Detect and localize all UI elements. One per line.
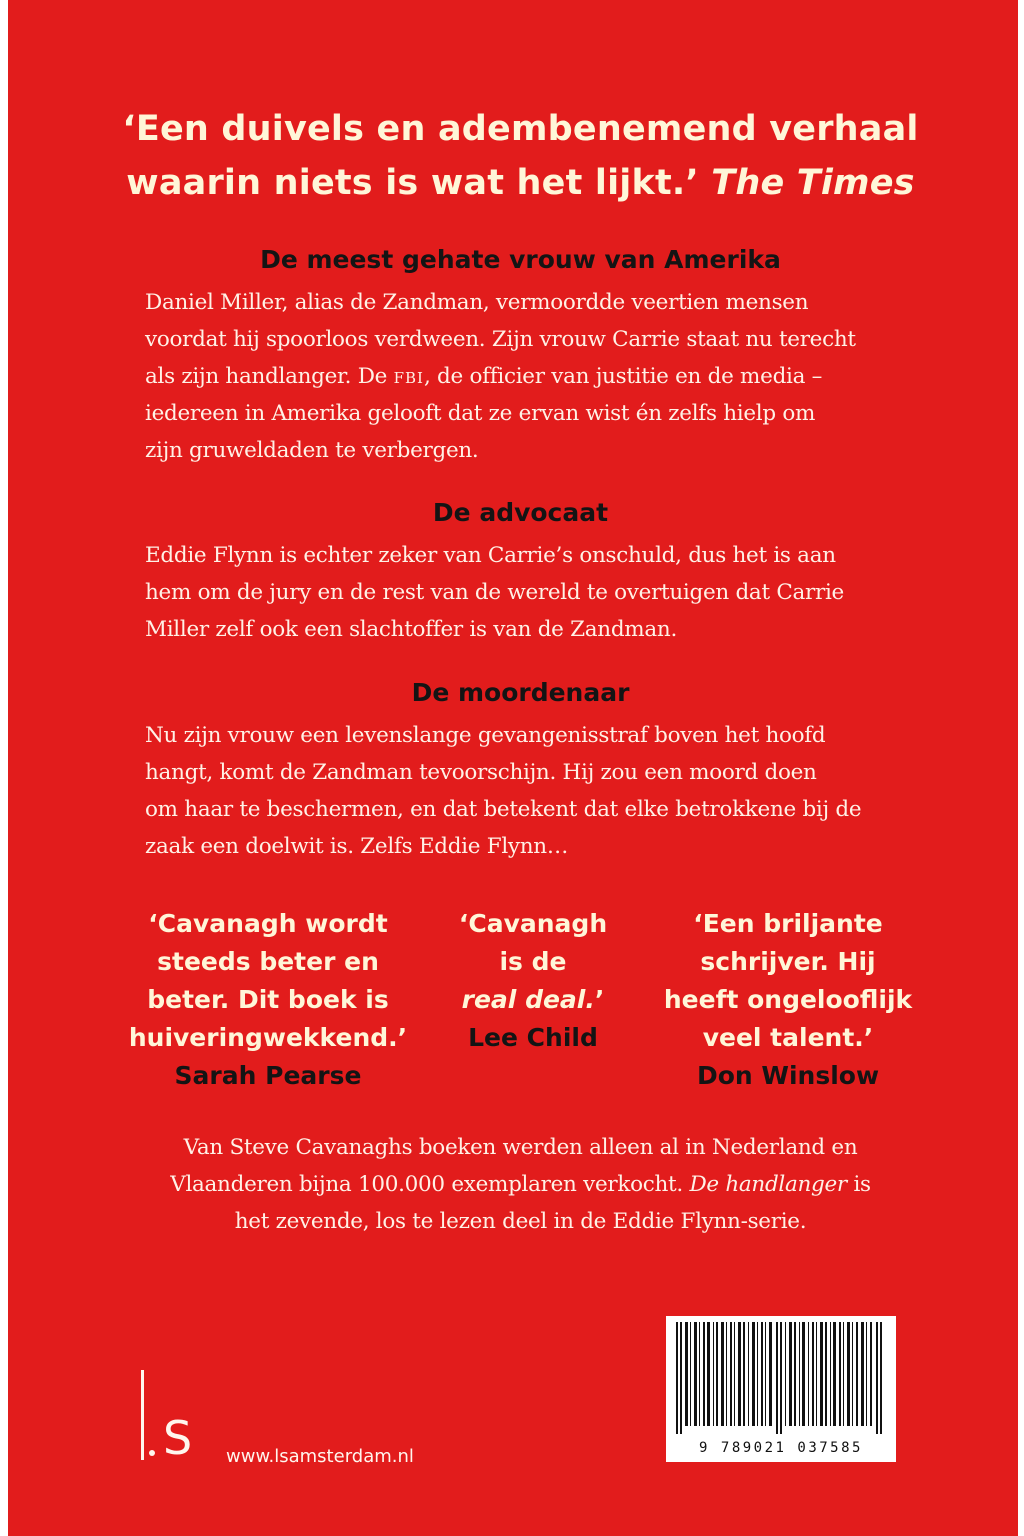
headline-line-2 — [108, 156, 933, 210]
publisher-logo-bar — [141, 1370, 144, 1460]
section-1-line-3-start: als zijn handlanger. De — [145, 364, 394, 389]
section-body-2 — [145, 537, 905, 648]
quote-2-close: ’ — [594, 985, 605, 1014]
book-title: De handlanger — [689, 1172, 847, 1197]
footer-line-3: het zevende, los te lezen deel in de Eddie Flynn-serie. — [234, 1209, 807, 1234]
footer-line-2-start: Vlaanderen bijna 100.000 exemplaren verkocht. — [170, 1172, 690, 1197]
footer-line-2 — [108, 1166, 933, 1203]
section-1-line-3 — [145, 358, 905, 395]
quote-2-italic: real deal. — [461, 985, 595, 1014]
quote-3-line-3: heeft ongelooflijk — [663, 985, 913, 1014]
fbi-abbreviation: fbi — [393, 364, 424, 389]
section-3-line-2: hangt, komt de Zandman tevoorschijn. Hij zou een moord doen — [145, 760, 817, 785]
section-1-line-1: Daniel Miller, alias de Zandman, vermoordde veertien mensen — [145, 290, 809, 315]
section-1-line-4: iedereen in Amerika gelooft dat ze ervan wist én zelfs hielp om — [145, 401, 816, 426]
footer-line-2-end: is — [846, 1172, 871, 1197]
quote-2-line-2: is de — [499, 947, 567, 976]
quote-2-line-1: ‘Cavanagh — [458, 909, 608, 938]
barcode-bars — [666, 1316, 896, 1436]
footer-paragraph — [108, 1129, 933, 1240]
quote-3 — [638, 905, 938, 1095]
publisher-logo-letter: S — [163, 1411, 193, 1465]
quote-1-line-3: beter. Dit boek is — [147, 985, 389, 1014]
headline-line-1: ‘Een duivels en adembenemend verhaal — [122, 109, 919, 149]
section-3-line-3: om haar te beschermen, en dat betekent dat elke betrokkene bij de — [145, 797, 862, 822]
section-2-line-3: Miller zelf ook een slachtoffer is van de Zandman. — [145, 617, 677, 642]
section-body-1 — [145, 284, 905, 469]
quote-3-line-4: veel talent.’ — [702, 1023, 874, 1052]
headline-source: The Times — [711, 163, 915, 203]
quote-1-line-4: huiveringwekkend.’ — [128, 1023, 408, 1052]
barcode — [666, 1316, 896, 1462]
section-title-3: De moordenaar — [411, 678, 630, 707]
headline-quote — [108, 102, 933, 210]
quote-1-author: Sarah Pearse — [174, 1061, 362, 1090]
section-3-line-1: Nu zijn vrouw een levenslange gevangenisstraf boven het hoofd — [145, 723, 826, 748]
section-title-1: De meest gehate vrouw van Amerika — [260, 245, 781, 274]
quote-3-line-2: schrijver. Hij — [700, 947, 876, 976]
section-3-line-4: zaak een doelwit is. Zelfs Eddie Flynn… — [145, 834, 569, 859]
quote-2 — [443, 905, 623, 1057]
section-1-line-3-end: , de officier van justitie en de media – — [423, 364, 823, 389]
headline-line-2-text: waarin niets is wat het lijkt.’ — [126, 163, 699, 203]
quote-3-author: Don Winslow — [696, 1061, 880, 1090]
publisher-website[interactable]: www.lsamsterdam.nl — [226, 1446, 414, 1467]
section-body-3 — [145, 717, 905, 865]
quote-1-line-1: ‘Cavanagh wordt — [148, 909, 388, 938]
section-title-2: De advocaat — [432, 498, 609, 527]
publisher-logo-dot — [149, 1450, 155, 1456]
section-2-line-2: hem om de jury en de rest van de wereld te overtuigen dat Carrie — [145, 580, 844, 605]
section-2-line-1: Eddie Flynn is echter zeker van Carrie’s onschuld, dus het is aan — [145, 543, 836, 568]
footer-line-1: Van Steve Cavanaghs boeken werden alleen al in Nederland en — [183, 1135, 858, 1160]
quote-1 — [108, 905, 428, 1095]
quote-1-line-2: steeds beter en — [157, 947, 379, 976]
isbn-number: 9 789021 037585 — [699, 1440, 863, 1456]
section-1-line-2: voordat hij spoorloos verdween. Zijn vrouw Carrie staat nu terecht — [145, 327, 856, 352]
section-1-line-5: zijn gruweldaden te verbergen. — [145, 438, 479, 463]
quote-3-line-1: ‘Een briljante — [693, 909, 883, 938]
quote-2-line-3 — [443, 981, 623, 1019]
back-cover — [8, 0, 1018, 1536]
quote-2-author: Lee Child — [468, 1023, 598, 1052]
